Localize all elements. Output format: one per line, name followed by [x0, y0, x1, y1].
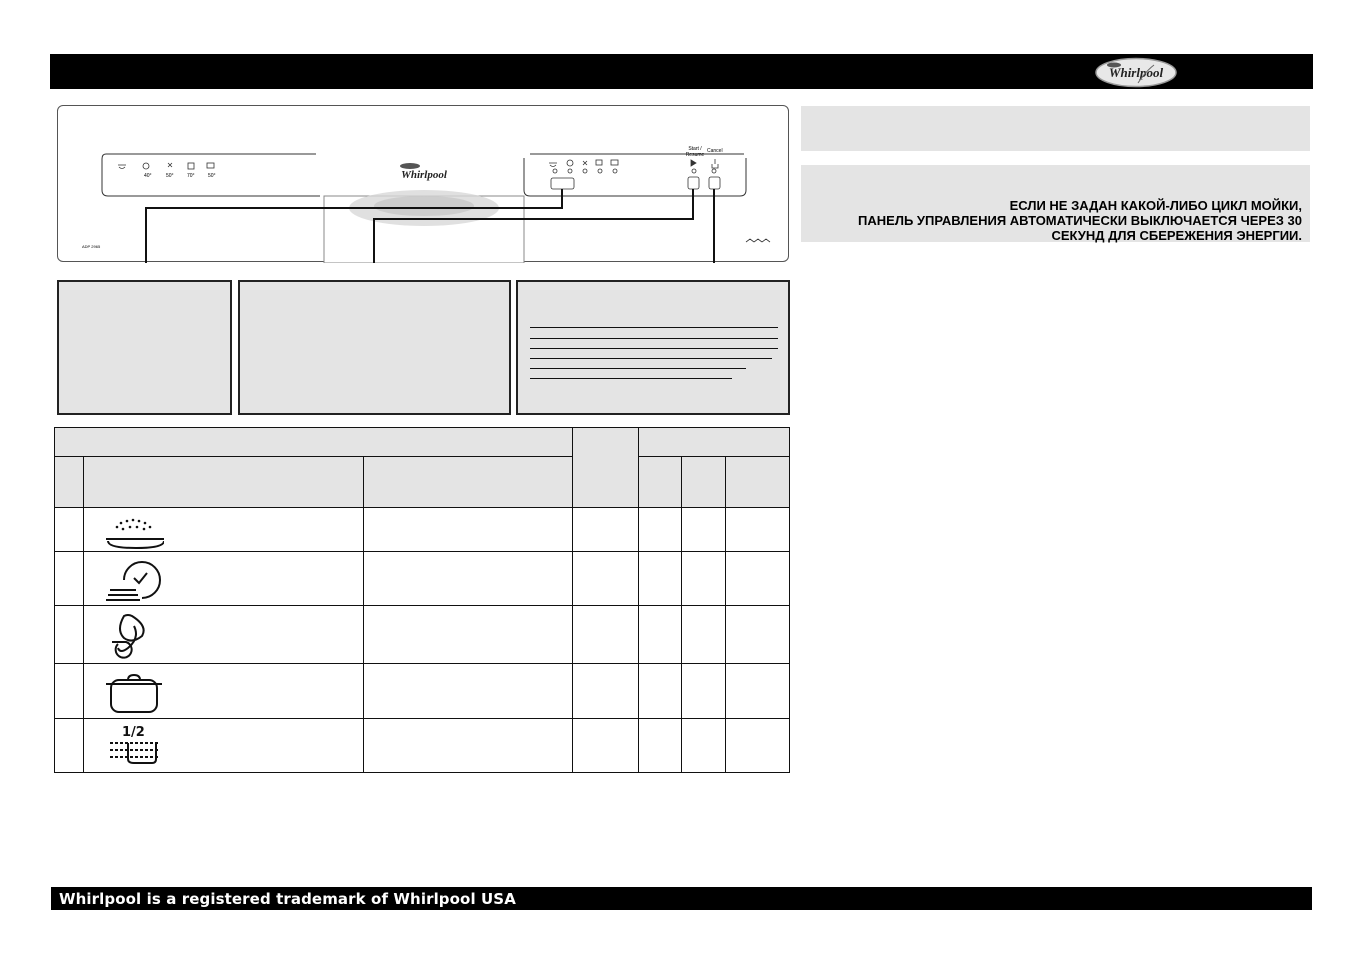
text-line	[530, 358, 772, 359]
trademark-text: Whirlpool is a registered trademark of Whirlpool USA	[59, 890, 516, 908]
temp-label: 50°	[208, 173, 216, 179]
half-load-icon	[84, 721, 164, 771]
table-header-number	[55, 457, 84, 508]
table-row	[55, 508, 790, 552]
table-header-water	[639, 457, 682, 508]
temp-label: 40°	[144, 173, 152, 179]
temp-label: 70°	[187, 173, 195, 179]
table-row	[55, 719, 790, 773]
cancel-label: Cancel	[707, 148, 723, 154]
prewash-icon	[84, 510, 164, 550]
text-line	[530, 368, 746, 369]
whirlpool-logo-icon	[1094, 57, 1178, 88]
energy-warning-text: ЕСЛИ НЕ ЗАДАН КАКОЙ-ЛИБО ЦИКЛ МОЙКИ, ПАНЕЛЬ УПРАВЛЕНИЯ АВТОМАТИЧЕСКИ ВЫКЛЮЧАЕТСЯ ЧЕРЕЗ 30 СЕКУНД ДЛЯ СБЕРЕЖЕНИЯ ЭНЕРГИИ.	[858, 198, 1302, 243]
table-header-duration	[726, 457, 790, 508]
table-header-options	[573, 428, 639, 508]
footer-bar	[51, 887, 1312, 910]
table-row	[55, 606, 790, 664]
header-brand-name: Whirlpool	[1108, 65, 1164, 80]
text-line	[530, 348, 778, 349]
table-header-energy	[682, 457, 726, 508]
text-line	[530, 327, 778, 328]
table-header-programs	[55, 428, 573, 457]
callout-program-button	[57, 280, 232, 415]
callout-start-button	[238, 280, 511, 415]
table-row	[55, 664, 790, 719]
svg-text:1/2: 1/2	[121, 724, 145, 740]
text-line	[530, 378, 732, 379]
text-line	[530, 338, 778, 339]
programs-table	[54, 427, 790, 773]
control-panel-illustration	[57, 105, 789, 262]
table-header-consumption	[639, 428, 790, 457]
callout-cancel-button	[516, 280, 790, 415]
table-header-program	[83, 457, 363, 508]
info-note-box	[801, 106, 1310, 151]
table-header-description	[363, 457, 573, 508]
temp-label: 50°	[166, 173, 174, 179]
intensive-pot-icon	[84, 666, 164, 716]
table-row	[55, 552, 790, 606]
eco-wash-icon	[84, 608, 164, 662]
start-resume-label: Start / Resume	[685, 146, 705, 158]
energy-warning-box	[801, 165, 1310, 242]
daily-wash-icon	[84, 554, 164, 604]
panel-brand-name: Whirlpool	[401, 169, 447, 181]
model-label: ADP 2965	[82, 244, 101, 249]
